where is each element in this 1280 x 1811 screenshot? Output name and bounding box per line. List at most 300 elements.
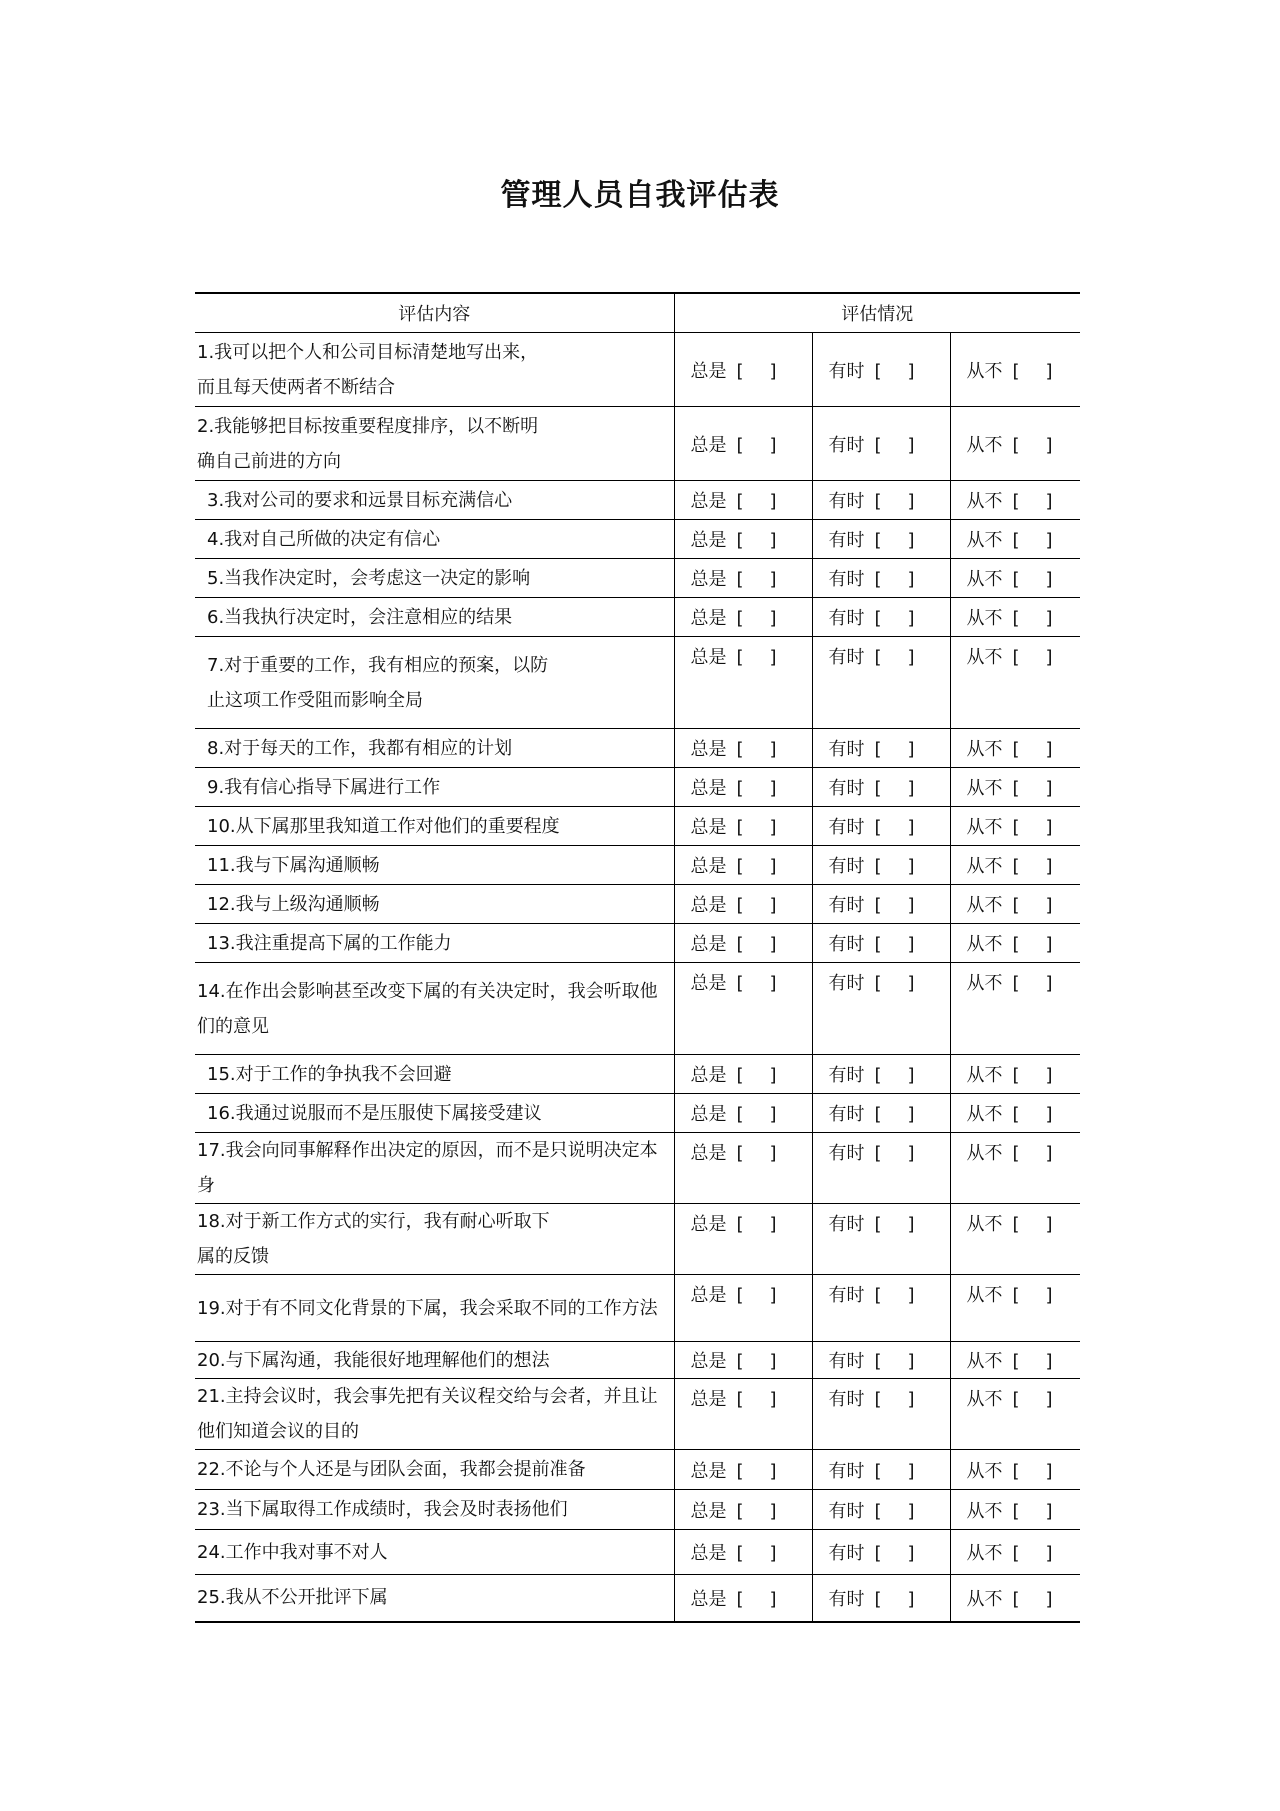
bracket-close: ] — [907, 647, 915, 668]
option-sometimes-checkbox[interactable] — [875, 435, 915, 456]
option-never-cell — [950, 637, 1080, 729]
bracket-close: ] — [1045, 1285, 1053, 1306]
bracket-open: [ — [1012, 973, 1020, 994]
bracket-close: ] — [769, 647, 777, 668]
bracket-open: [ — [874, 1543, 882, 1564]
option-always-checkbox[interactable] — [737, 1143, 777, 1164]
option-sometimes-label: 有时 — [828, 647, 865, 668]
option-always-cell — [674, 924, 812, 963]
bracket-close: ] — [1045, 934, 1053, 955]
option-never-checkbox[interactable] — [1013, 739, 1053, 760]
option-never-label: 从不 — [966, 1214, 1003, 1235]
option-sometimes-cell — [812, 1530, 950, 1575]
option-never-cell — [950, 1204, 1080, 1275]
bracket-close: ] — [1045, 608, 1053, 629]
bracket-close: ] — [907, 1500, 915, 1522]
option-always-checkbox[interactable] — [737, 1285, 777, 1306]
option-sometimes-checkbox[interactable] — [875, 973, 915, 994]
option-never-label: 从不 — [966, 530, 1003, 551]
option-never-checkbox[interactable] — [1013, 1285, 1053, 1306]
option-always-checkbox[interactable] — [737, 895, 777, 916]
bracket-open: [ — [736, 778, 744, 799]
bracket-open: [ — [1012, 895, 1020, 916]
option-sometimes-checkbox[interactable] — [875, 1389, 915, 1410]
bracket-close: ] — [1045, 739, 1053, 760]
question-text: 24.工作中我对事不对人 — [197, 1541, 388, 1563]
question-cell — [195, 1450, 674, 1490]
option-never-label: 从不 — [966, 491, 1003, 512]
option-sometimes-label: 有时 — [828, 856, 865, 877]
option-never-cell — [950, 885, 1080, 924]
bracket-close: ] — [907, 934, 915, 955]
option-always-checkbox[interactable] — [737, 1389, 777, 1410]
option-always-checkbox[interactable] — [737, 608, 777, 629]
option-sometimes-cell — [812, 1490, 950, 1530]
question-cell — [195, 1133, 674, 1204]
bracket-open: [ — [736, 360, 744, 382]
bracket-close: ] — [769, 1143, 777, 1164]
option-always-label: 总是 — [690, 647, 727, 668]
bracket-open: [ — [1012, 1543, 1020, 1564]
option-sometimes-cell — [812, 729, 950, 768]
bracket-close: ] — [907, 1588, 915, 1610]
bracket-open: [ — [736, 1389, 744, 1410]
option-sometimes-checkbox[interactable] — [875, 491, 915, 512]
bracket-open: [ — [1012, 569, 1020, 590]
option-always-checkbox[interactable] — [737, 647, 777, 668]
bracket-open: [ — [736, 530, 744, 551]
table-row — [195, 520, 1080, 559]
option-always-checkbox[interactable] — [737, 361, 777, 382]
option-always-cell — [674, 1133, 812, 1204]
option-always-checkbox[interactable] — [737, 1214, 777, 1235]
option-always-label: 总是 — [690, 434, 727, 456]
bracket-close: ] — [769, 1065, 777, 1086]
question-text: 5.当我作决定时，会考虑这一决定的影响 — [207, 567, 531, 589]
bracket-close: ] — [769, 1214, 777, 1235]
bracket-open: [ — [736, 739, 744, 760]
question-text: 25.我从不公开批评下属 — [197, 1587, 388, 1609]
bracket-open: [ — [1012, 434, 1020, 456]
option-always-checkbox[interactable] — [737, 1501, 777, 1522]
table-row — [195, 1094, 1080, 1133]
option-never-checkbox[interactable] — [1013, 895, 1053, 916]
bracket-open: [ — [874, 895, 882, 916]
option-sometimes-checkbox[interactable] — [875, 1589, 915, 1610]
option-sometimes-label: 有时 — [828, 973, 865, 994]
option-always-checkbox[interactable] — [737, 569, 777, 590]
option-never-label: 从不 — [966, 1104, 1003, 1125]
option-sometimes-checkbox[interactable] — [875, 1285, 915, 1306]
bracket-close: ] — [769, 934, 777, 955]
bracket-open: [ — [736, 608, 744, 629]
question-cell — [195, 333, 674, 407]
bracket-close: ] — [769, 895, 777, 916]
option-always-label: 总是 — [690, 973, 727, 994]
bracket-close: ] — [1045, 360, 1053, 382]
question-cell — [195, 768, 674, 807]
option-sometimes-checkbox[interactable] — [875, 934, 915, 955]
bracket-close: ] — [1045, 647, 1053, 668]
bracket-open: [ — [736, 1543, 744, 1564]
bracket-close: ] — [1045, 1588, 1053, 1610]
option-never-checkbox[interactable] — [1013, 1543, 1053, 1564]
option-sometimes-checkbox[interactable] — [875, 739, 915, 760]
bracket-open: [ — [874, 934, 882, 955]
option-sometimes-label: 有时 — [828, 1104, 865, 1125]
option-sometimes-checkbox[interactable] — [875, 1461, 915, 1482]
option-always-cell — [674, 768, 812, 807]
option-always-checkbox[interactable] — [737, 973, 777, 994]
bracket-close: ] — [769, 1104, 777, 1125]
option-sometimes-label: 有时 — [828, 1285, 865, 1306]
option-always-cell — [674, 807, 812, 846]
table-row — [195, 768, 1080, 807]
bracket-open: [ — [1012, 934, 1020, 955]
option-sometimes-label: 有时 — [828, 1351, 865, 1372]
table-row — [195, 1275, 1080, 1342]
bracket-open: [ — [1012, 647, 1020, 668]
bracket-open: [ — [874, 856, 882, 877]
bracket-open: [ — [874, 1285, 882, 1306]
option-sometimes-checkbox[interactable] — [875, 1104, 915, 1125]
option-always-cell — [674, 1204, 812, 1275]
option-never-label: 从不 — [966, 1588, 1003, 1610]
option-never-label: 从不 — [966, 1543, 1003, 1564]
question-text: 7.对于重要的工作，我有相应的预案，以防 止这项工作受阻而影响全局 — [207, 654, 549, 711]
bracket-close: ] — [907, 360, 915, 382]
option-sometimes-cell — [812, 1450, 950, 1490]
option-always-label: 总是 — [690, 778, 727, 799]
table-row — [195, 407, 1080, 481]
bracket-open: [ — [736, 1351, 744, 1372]
option-always-label: 总是 — [690, 569, 727, 590]
bracket-open: [ — [1012, 530, 1020, 551]
option-never-cell — [950, 846, 1080, 885]
option-never-label: 从不 — [966, 1065, 1003, 1086]
option-never-label: 从不 — [966, 973, 1003, 994]
bracket-open: [ — [1012, 1460, 1020, 1482]
option-never-cell — [950, 407, 1080, 481]
option-never-checkbox[interactable] — [1013, 569, 1053, 590]
option-always-label: 总是 — [690, 1543, 727, 1564]
option-always-checkbox[interactable] — [737, 1104, 777, 1125]
bracket-open: [ — [874, 973, 882, 994]
option-never-label: 从不 — [966, 856, 1003, 877]
option-sometimes-checkbox[interactable] — [875, 1543, 915, 1564]
option-sometimes-cell — [812, 846, 950, 885]
question-cell — [195, 924, 674, 963]
option-always-cell — [674, 1342, 812, 1379]
option-always-label: 总是 — [690, 1351, 727, 1372]
bracket-close: ] — [1045, 778, 1053, 799]
table-row — [195, 963, 1080, 1055]
option-sometimes-label: 有时 — [828, 1460, 865, 1482]
question-cell — [195, 963, 674, 1055]
bracket-open: [ — [874, 817, 882, 838]
option-sometimes-checkbox[interactable] — [875, 1501, 915, 1522]
question-cell — [195, 481, 674, 520]
option-always-checkbox[interactable] — [737, 1461, 777, 1482]
bracket-open: [ — [874, 647, 882, 668]
bracket-open: [ — [874, 569, 882, 590]
option-never-checkbox[interactable] — [1013, 856, 1053, 877]
header-content: 评估内容 — [195, 293, 674, 333]
bracket-close: ] — [907, 434, 915, 456]
table-row — [195, 1575, 1080, 1622]
bracket-close: ] — [907, 1065, 915, 1086]
bracket-open: [ — [1012, 778, 1020, 799]
option-always-checkbox[interactable] — [737, 1351, 777, 1372]
question-text: 18.对于新工作方式的实行，我有耐心听取下 属的反馈 — [197, 1211, 550, 1267]
bracket-close: ] — [907, 1543, 915, 1564]
question-cell — [195, 598, 674, 637]
option-sometimes-checkbox[interactable] — [875, 1143, 915, 1164]
bracket-close: ] — [769, 1389, 777, 1410]
option-always-label: 总是 — [690, 530, 727, 551]
option-sometimes-checkbox[interactable] — [875, 647, 915, 668]
bracket-close: ] — [1045, 1143, 1053, 1164]
option-never-cell — [950, 481, 1080, 520]
option-never-checkbox[interactable] — [1013, 973, 1053, 994]
question-text: 8.对于每天的工作，我都有相应的计划 — [207, 737, 513, 759]
option-never-label: 从不 — [966, 569, 1003, 590]
option-sometimes-cell — [812, 1094, 950, 1133]
option-always-label: 总是 — [690, 1389, 727, 1410]
option-never-cell — [950, 1575, 1080, 1622]
question-text: 20.与下属沟通，我能很好地理解他们的想法 — [197, 1349, 550, 1371]
bracket-open: [ — [1012, 739, 1020, 760]
bracket-open: [ — [1012, 1104, 1020, 1125]
table-row — [195, 333, 1080, 407]
option-never-checkbox[interactable] — [1013, 1501, 1053, 1522]
bracket-open: [ — [874, 434, 882, 456]
question-text: 21.主持会议时，我会事先把有关议程交给与会者，并且让 他们知道会议的目的 — [197, 1386, 658, 1442]
option-always-label: 总是 — [690, 1500, 727, 1522]
option-never-checkbox[interactable] — [1013, 647, 1053, 668]
option-never-cell — [950, 1094, 1080, 1133]
option-always-label: 总是 — [690, 1214, 727, 1235]
option-sometimes-label: 有时 — [828, 434, 865, 456]
bracket-close: ] — [1045, 1214, 1053, 1235]
option-sometimes-label: 有时 — [828, 895, 865, 916]
option-never-checkbox[interactable] — [1013, 530, 1053, 551]
option-always-label: 总是 — [690, 1285, 727, 1306]
bracket-open: [ — [1012, 360, 1020, 382]
option-never-cell — [950, 963, 1080, 1055]
bracket-close: ] — [769, 1351, 777, 1372]
option-always-label: 总是 — [690, 491, 727, 512]
option-never-label: 从不 — [966, 934, 1003, 955]
option-never-checkbox[interactable] — [1013, 1351, 1053, 1372]
option-never-cell — [950, 1530, 1080, 1575]
option-never-checkbox[interactable] — [1013, 1065, 1053, 1086]
bracket-close: ] — [769, 817, 777, 838]
option-always-cell — [674, 333, 812, 407]
bracket-close: ] — [1045, 1104, 1053, 1125]
table-row — [195, 481, 1080, 520]
option-always-label: 总是 — [690, 360, 727, 382]
bracket-open: [ — [1012, 1214, 1020, 1235]
option-always-checkbox[interactable] — [737, 491, 777, 512]
question-text: 17.我会向同事解释作出决定的原因，而不是只说明决定本 身 — [197, 1140, 658, 1196]
option-sometimes-cell — [812, 807, 950, 846]
bracket-open: [ — [874, 530, 882, 551]
bracket-close: ] — [1045, 434, 1053, 456]
table-row — [195, 1342, 1080, 1379]
option-sometimes-checkbox[interactable] — [875, 361, 915, 382]
bracket-open: [ — [736, 1285, 744, 1306]
bracket-close: ] — [769, 360, 777, 382]
option-sometimes-cell — [812, 1204, 950, 1275]
bracket-open: [ — [736, 1104, 744, 1125]
option-sometimes-label: 有时 — [828, 1500, 865, 1522]
option-never-label: 从不 — [966, 1389, 1003, 1410]
option-always-checkbox[interactable] — [737, 1543, 777, 1564]
option-always-checkbox[interactable] — [737, 1065, 777, 1086]
bracket-open: [ — [1012, 1351, 1020, 1372]
option-sometimes-cell — [812, 1133, 950, 1204]
bracket-open: [ — [874, 1351, 882, 1372]
option-always-cell — [674, 481, 812, 520]
option-never-label: 从不 — [966, 434, 1003, 456]
question-cell — [195, 1094, 674, 1133]
option-never-cell — [950, 333, 1080, 407]
bracket-open: [ — [1012, 856, 1020, 877]
bracket-close: ] — [1045, 1389, 1053, 1410]
bracket-close: ] — [1045, 1351, 1053, 1372]
option-never-checkbox[interactable] — [1013, 1389, 1053, 1410]
option-sometimes-label: 有时 — [828, 360, 865, 382]
option-always-checkbox[interactable] — [737, 817, 777, 838]
option-always-label: 总是 — [690, 1143, 727, 1164]
option-never-checkbox[interactable] — [1013, 1589, 1053, 1610]
option-never-label: 从不 — [966, 817, 1003, 838]
bracket-close: ] — [907, 856, 915, 877]
option-always-cell — [674, 1530, 812, 1575]
option-sometimes-checkbox[interactable] — [875, 530, 915, 551]
bracket-close: ] — [907, 895, 915, 916]
bracket-close: ] — [769, 569, 777, 590]
bracket-close: ] — [907, 1389, 915, 1410]
question-text: 22.不论与个人还是与团队会面，我都会提前准备 — [197, 1459, 586, 1480]
question-cell — [195, 407, 674, 481]
option-never-checkbox[interactable] — [1013, 435, 1053, 456]
bracket-close: ] — [907, 1351, 915, 1372]
option-always-checkbox[interactable] — [737, 739, 777, 760]
question-text: 13.我注重提高下属的工作能力 — [207, 932, 452, 954]
option-never-checkbox[interactable] — [1013, 817, 1053, 838]
option-never-checkbox[interactable] — [1013, 361, 1053, 382]
option-never-checkbox[interactable] — [1013, 1143, 1053, 1164]
bracket-close: ] — [769, 856, 777, 877]
question-cell — [195, 807, 674, 846]
option-always-cell — [674, 1379, 812, 1450]
option-always-checkbox[interactable] — [737, 435, 777, 456]
option-sometimes-label: 有时 — [828, 1543, 865, 1564]
option-always-label: 总是 — [690, 1065, 727, 1086]
option-sometimes-checkbox[interactable] — [875, 1351, 915, 1372]
bracket-open: [ — [736, 895, 744, 916]
option-never-label: 从不 — [966, 1143, 1003, 1164]
option-sometimes-label: 有时 — [828, 569, 865, 590]
bracket-close: ] — [907, 1460, 915, 1482]
question-text: 2.我能够把目标按重要程度排序，以不断明 确自己前进的方向 — [197, 415, 539, 472]
option-always-checkbox[interactable] — [737, 934, 777, 955]
bracket-open: [ — [874, 778, 882, 799]
option-never-checkbox[interactable] — [1013, 1214, 1053, 1235]
option-sometimes-label: 有时 — [828, 817, 865, 838]
option-sometimes-label: 有时 — [828, 1143, 865, 1164]
question-text: 4.我对自己所做的决定有信心 — [207, 528, 441, 550]
option-always-label: 总是 — [690, 895, 727, 916]
option-sometimes-cell — [812, 924, 950, 963]
option-always-checkbox[interactable] — [737, 530, 777, 551]
option-never-checkbox[interactable] — [1013, 778, 1053, 799]
table-row — [195, 885, 1080, 924]
option-always-checkbox[interactable] — [737, 1589, 777, 1610]
option-never-cell — [950, 1450, 1080, 1490]
option-never-label: 从不 — [966, 778, 1003, 799]
option-sometimes-checkbox[interactable] — [875, 1065, 915, 1086]
bracket-open: [ — [874, 360, 882, 382]
bracket-open: [ — [736, 434, 744, 456]
option-sometimes-cell — [812, 1379, 950, 1450]
bracket-open: [ — [736, 491, 744, 512]
bracket-close: ] — [907, 491, 915, 512]
option-sometimes-checkbox[interactable] — [875, 1214, 915, 1235]
option-always-label: 总是 — [690, 1104, 727, 1125]
bracket-close: ] — [769, 434, 777, 456]
option-sometimes-checkbox[interactable] — [875, 608, 915, 629]
option-never-label: 从不 — [966, 360, 1003, 382]
table-row — [195, 807, 1080, 846]
bracket-open: [ — [1012, 608, 1020, 629]
bracket-close: ] — [769, 1285, 777, 1306]
option-sometimes-checkbox[interactable] — [875, 569, 915, 590]
option-never-checkbox[interactable] — [1013, 1104, 1053, 1125]
option-never-checkbox[interactable] — [1013, 934, 1053, 955]
option-sometimes-checkbox[interactable] — [875, 856, 915, 877]
option-sometimes-label: 有时 — [828, 1214, 865, 1235]
question-text: 12.我与上级沟通顺畅 — [207, 893, 380, 915]
bracket-open: [ — [1012, 1285, 1020, 1306]
option-sometimes-cell — [812, 1055, 950, 1094]
option-sometimes-checkbox[interactable] — [875, 817, 915, 838]
bracket-close: ] — [907, 530, 915, 551]
question-cell — [195, 1055, 674, 1094]
option-always-checkbox[interactable] — [737, 778, 777, 799]
option-always-cell — [674, 885, 812, 924]
option-never-cell — [950, 598, 1080, 637]
option-sometimes-cell — [812, 768, 950, 807]
option-always-label: 总是 — [690, 934, 727, 955]
option-never-label: 从不 — [966, 1460, 1003, 1482]
option-sometimes-checkbox[interactable] — [875, 778, 915, 799]
bracket-open: [ — [736, 973, 744, 994]
bracket-close: ] — [769, 530, 777, 551]
table-row — [195, 1450, 1080, 1490]
option-sometimes-label: 有时 — [828, 934, 865, 955]
option-never-cell — [950, 1133, 1080, 1204]
option-never-cell — [950, 520, 1080, 559]
option-never-checkbox[interactable] — [1013, 1461, 1053, 1482]
option-sometimes-checkbox[interactable] — [875, 895, 915, 916]
option-never-checkbox[interactable] — [1013, 491, 1053, 512]
option-always-checkbox[interactable] — [737, 856, 777, 877]
bracket-open: [ — [874, 1065, 882, 1086]
option-never-checkbox[interactable] — [1013, 608, 1053, 629]
